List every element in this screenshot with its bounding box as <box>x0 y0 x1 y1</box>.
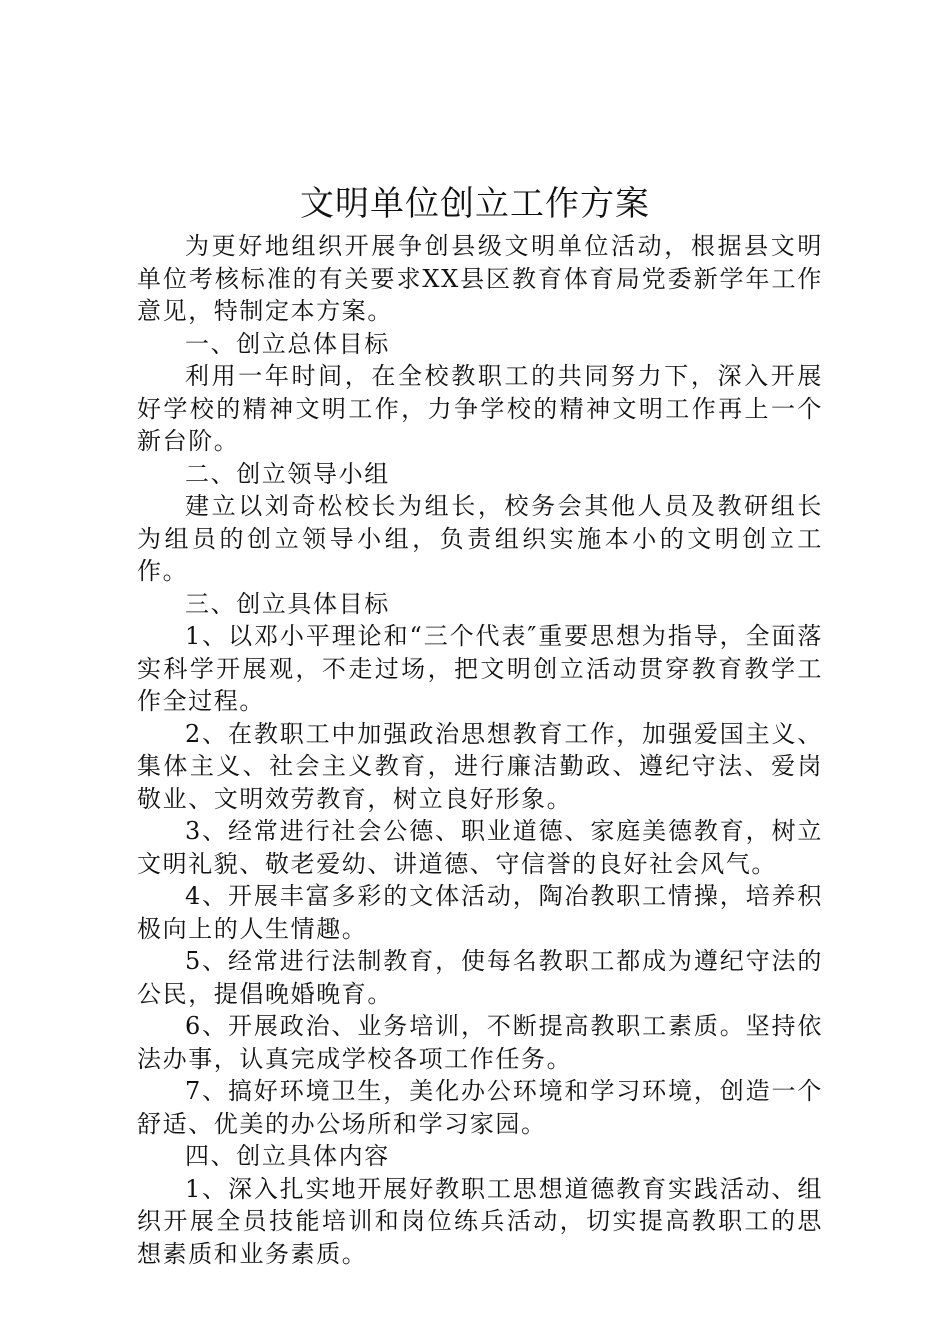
goal-item-3: 3、经常进行社会公德、职业道德、家庭美德教育，树立文明礼貌、敬老爱幼、讲道德、守信誉的良好社会风气。 <box>137 817 823 878</box>
section-heading-specific-goals: 三、创立具体目标 <box>185 589 390 618</box>
goal-item-4: 4、开展丰富多彩的文体活动，陶冶教职工情操，培养积极向上的人生情趣。 <box>137 882 823 943</box>
goal-item-7: 7、搞好环境卫生，美化办公环境和学习环境，创造一个舒适、优美的办公场所和学习家园。 <box>137 1077 823 1138</box>
section-heading-overall-goal: 一、创立总体目标 <box>185 329 390 358</box>
section-heading-specific-content: 四、创立具体内容 <box>185 1142 390 1170</box>
goal-item-5: 5、经常进行法制教育，使每名教职工都成为遵纪守法的公民，提倡晚婚晚育。 <box>137 947 823 1008</box>
overall-goal-paragraph: 利用一年时间，在全校教职工的共同努力下，深入开展好学校的精神文明工作，力争学校的精神文明工作再上一个新台阶。 <box>137 362 823 455</box>
intro-paragraph: 为更好地组织开展争创县级文明单位活动，根据县文明单位考核标准的有关要求XX县区教育体育局党委新学年工作意见，特制定本方案。 <box>137 232 823 325</box>
goal-item-6: 6、开展政治、业务培训，不断提高教职工素质。坚持依法办事，认真完成学校各项工作任务。 <box>137 1012 823 1073</box>
goal-item-1: 1、以邓小平理论和“三个代表″重要思想为指导，全面落实科学开展观，不走过场，把文明创立活动贯穿教育教学工作全过程。 <box>137 622 823 715</box>
content-item-1: 1、深入扎实地开展好教职工思想道德教育实践活动、组织开展全员技能培训和岗位练兵活动，切实提高教职工的思想素质和业务素质。 <box>137 1174 823 1268</box>
section-heading-leadership-group: 二、创立领导小组 <box>185 459 390 488</box>
goal-item-2: 2、在教职工中加强政治思想教育工作，加强爱国主义、集体主义、社会主义教育，进行廉洁勤政、遵纪守法、爱岗敬业、文明效劳教育，树立良好形象。 <box>137 719 823 813</box>
document-body <box>137 230 823 1270</box>
document-title: 文明单位创立工作方案 <box>300 184 650 224</box>
leadership-group-paragraph: 建立以刘奇松校长为组长，校务会其他人员及教研组长为组员的创立领导小组，负责组织实施本小的文明创立工作。 <box>137 492 823 585</box>
